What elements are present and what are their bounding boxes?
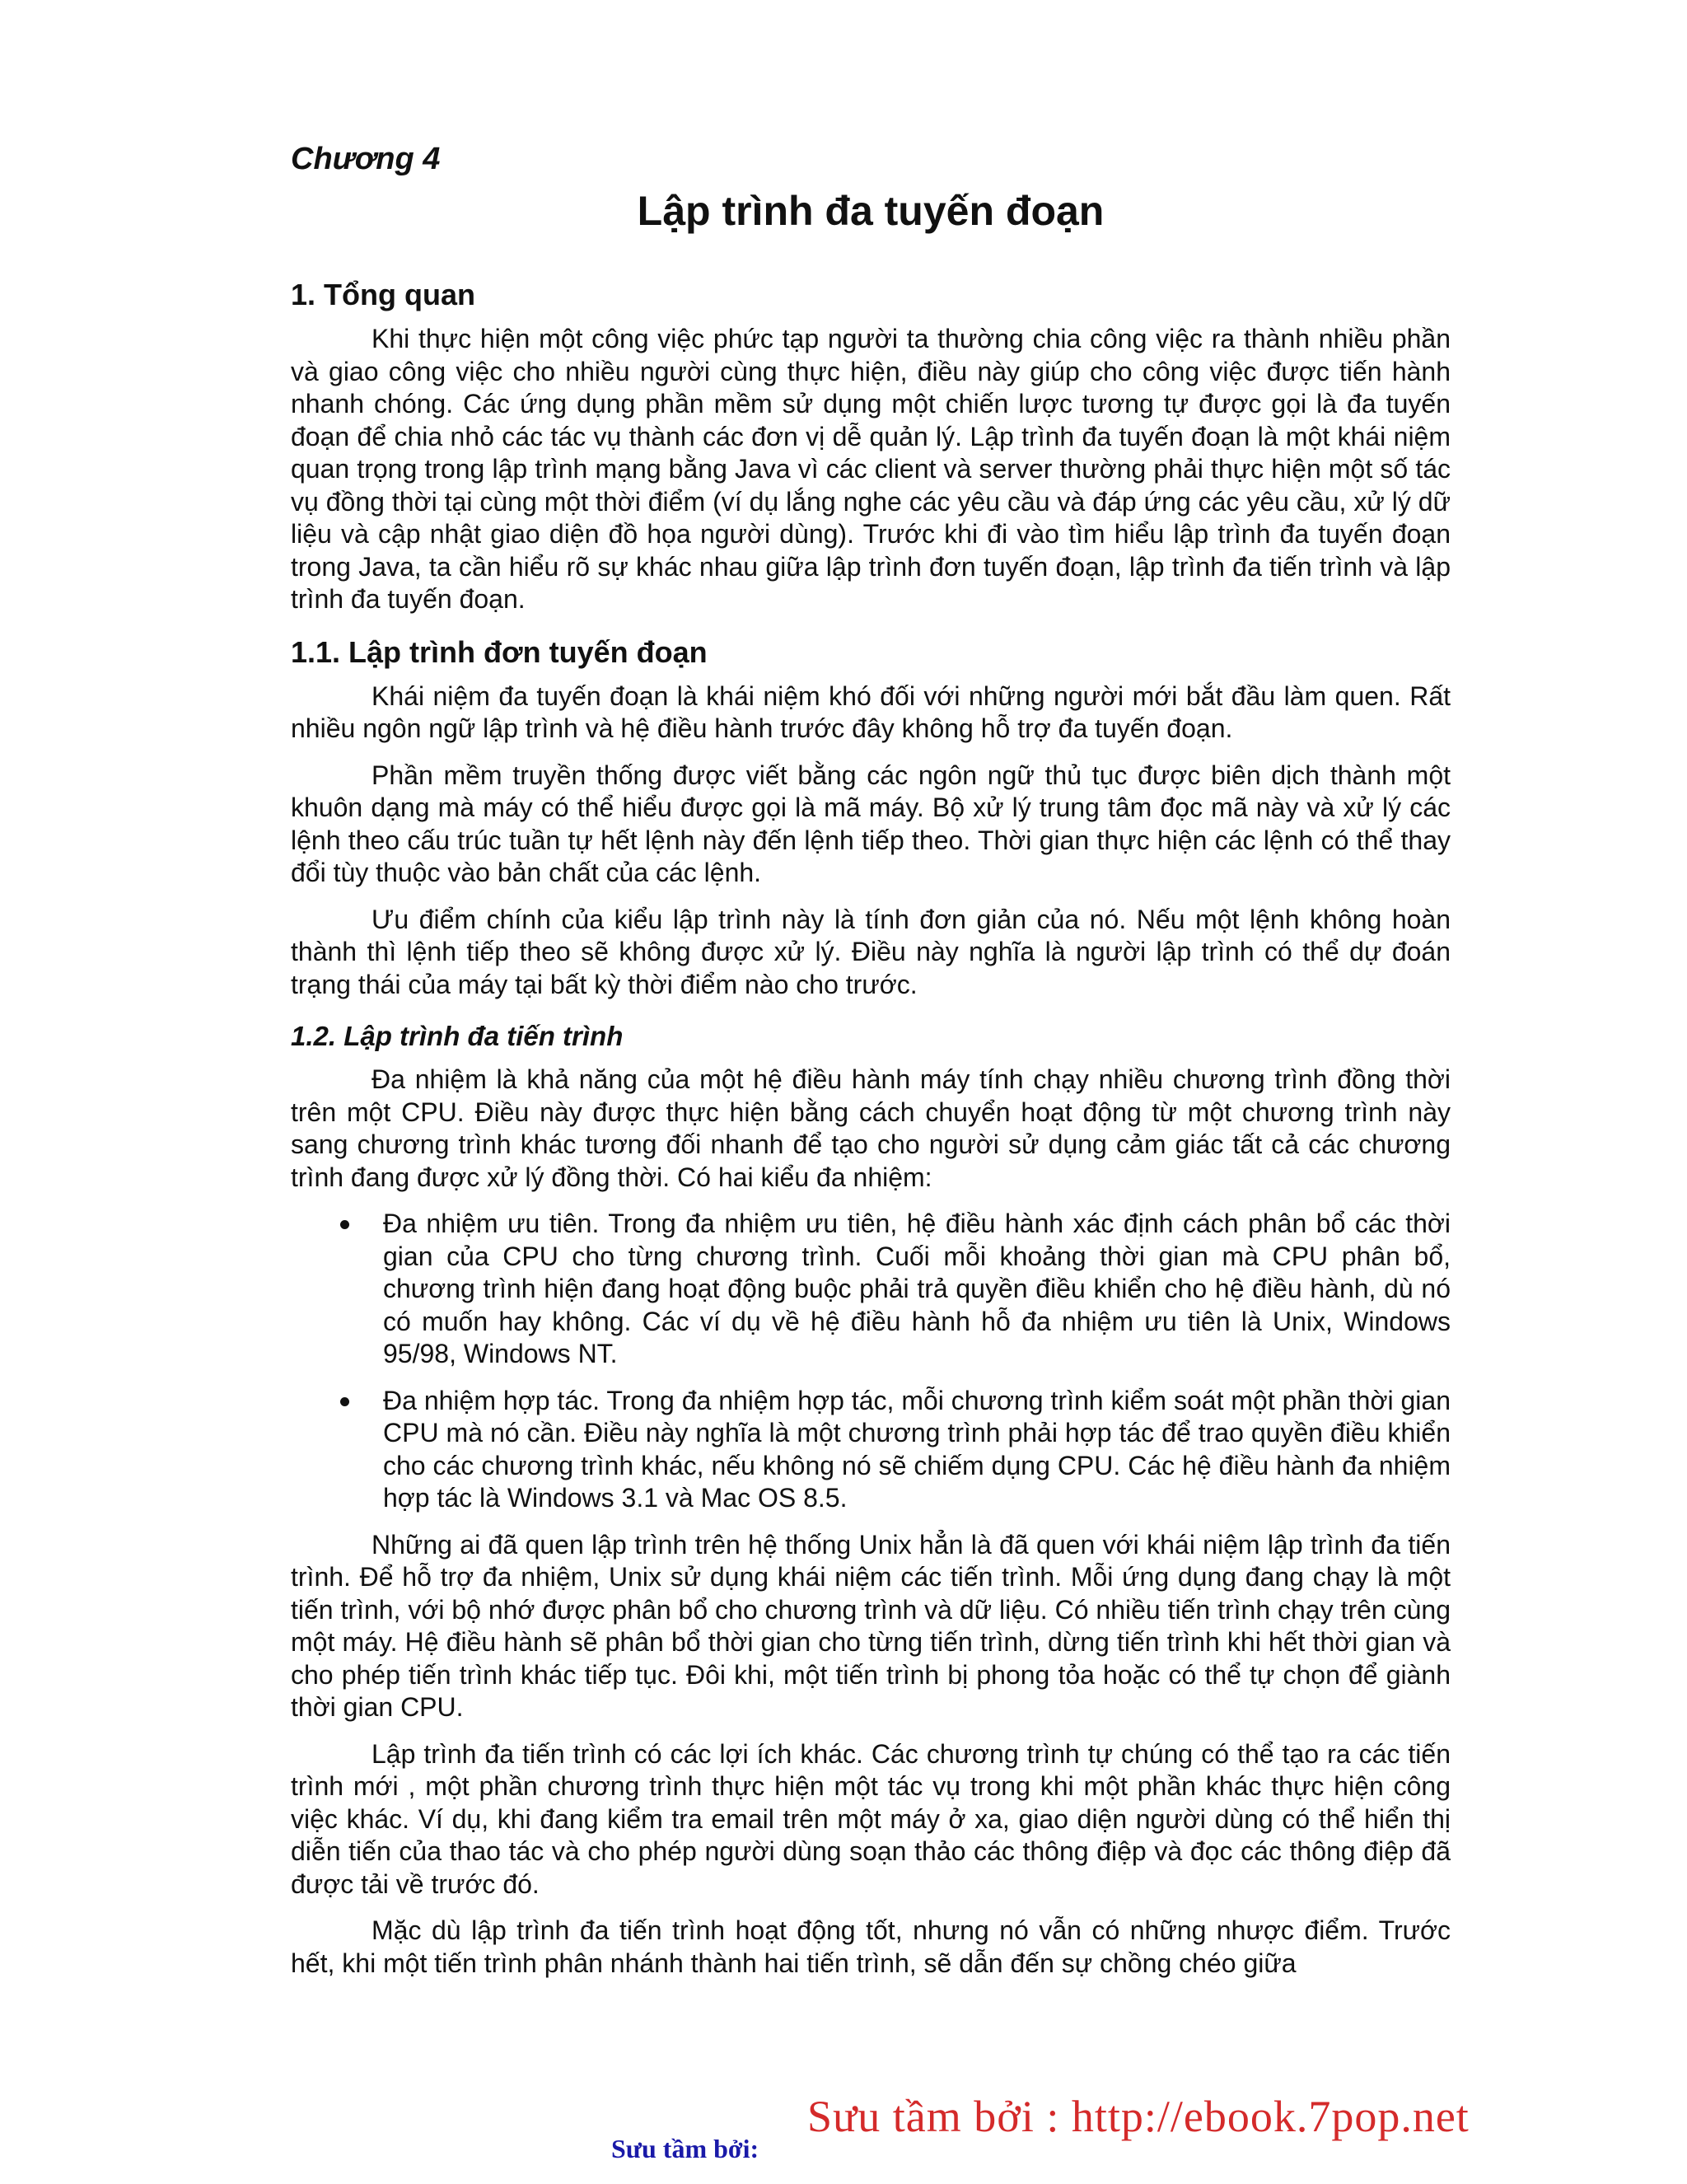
- footer-label: Sưu tầm bởi:: [611, 2134, 759, 2163]
- page-content: [291, 140, 1451, 1994]
- bullet-icon: [340, 1397, 349, 1406]
- bullet-icon: [340, 1220, 349, 1229]
- section-heading-single-thread: 1.1. Lập trình đơn tuyến đoạn: [291, 634, 708, 669]
- chapter-label: Chương 4: [291, 142, 441, 176]
- list-item: [291, 1208, 1451, 1371]
- paragraph: Khi thực hiện một công việc phức tạp người ta thường chia công việc ra thành nhiều phần và giao công việc cho nhiều người cùng thực hiện, điều này giúp cho công việc được tiến hành nhanh chóng. Các ứng dụng phần mềm sử dụng một chiến lược tương tự được gọi là đa tuyến đoạn để chia nhỏ các tác vụ thành các đơn vị dễ quản lý. Lập trình đa tuyến đoạn là một khái niệm quan trọng trong lập trình mạng bằng Java vì các client và server thường phải thực hiện một số tác vụ đồng thời tại cùng một thời điểm (ví dụ lắng nghe các yêu cầu và đáp ứng các yêu cầu, xử lý dữ liệu và cập nhật giao diện đồ họa người dùng). Trước khi đi vào tìm hiểu lập trình đa tuyến đoạn trong Java, ta cần hiểu rõ sự khác nhau giữa lập trình đơn tuyến đoạn, lập trình đa tiến trình và lập trình đa tuyến đoạn.: [291, 324, 1451, 614]
- list-item: [291, 1385, 1451, 1515]
- paragraph: Phần mềm truyền thống được viết bằng các ngôn ngữ thủ tục được biên dịch thành một khuôn dạng mà máy có thể hiểu được gọi là mã máy. Bộ xử lý trung tâm đọc mã này và xử lý các lệnh theo cấu trúc tuần tự hết lệnh này đến lệnh tiếp theo. Thời gian thực hiện các lệnh có thể thay đổi tùy thuộc vào bản chất của các lệnh.: [291, 760, 1451, 887]
- list-item-text: Đa nhiệm ưu tiên. Trong đa nhiệm ưu tiên, hệ điều hành xác định cách phân bổ các thời gian của CPU cho từng chương trình. Cuối mỗi khoảng thời gian mà CPU phân bổ, chương trình hiện đang hoạt động buộc phải trả quyền điều khiển cho hệ điều hành, dù nó có muốn hay không. Các ví dụ về hệ điều hành hỗ đa nhiệm ưu tiên là Unix, Windows 95/98, Windows NT.: [383, 1209, 1451, 1368]
- paragraph: Đa nhiệm là khả năng của một hệ điều hành máy tính chạy nhiều chương trình đồng thời trên một CPU. Điều này được thực hiện bằng cách chuyển hoạt động từ một chương trình này sang chương trình khác tương đối nhanh để tạo cho người sử dụng cảm giác tất cả các chương trình đang được xử lý đồng thời. Có hai kiểu đa nhiệm:: [291, 1064, 1451, 1192]
- footer-watermark: Sưu tầm bởi : http://ebook.7pop.net: [807, 2092, 1470, 2141]
- paragraph: Ưu điểm chính của kiểu lập trình này là tính đơn giản của nó. Nếu một lệnh không hoàn thành thì lệnh tiếp theo sẽ không được xử lý. Điều này nghĩa là người lập trình có thể dự đoán trạng thái của máy tại bất kỳ thời điểm nào cho trước.: [291, 904, 1451, 999]
- paragraph: Lập trình đa tiến trình có các lợi ích khác. Các chương trình tự chúng có thể tạo ra các tiến trình mới , một phần chương trình thực hiện một tác vụ trong khi một phần khác thực hiện công việc khác. Ví dụ, khi đang kiểm tra email trên một máy ở xa, giao diện người dùng có thể hiển thị diễn tiến của thao tác và cho phép người dùng soạn thảo các thông điệp và đọc các thông điệp đã được tải về trước đó.: [291, 1738, 1451, 1899]
- section-heading-overview: 1. Tổng quan: [291, 278, 475, 311]
- list-item-text: Đa nhiệm hợp tác. Trong đa nhiệm hợp tác, mỗi chương trình kiểm soát một phần thời gian CPU mà nó cần. Điều này nghĩa là một chương trình phải hợp tác để trao quyền điều khiển cho các chương trình khác, nếu không nó sẽ chiếm dụng CPU. Các hệ điều hành đa nhiệm hợp tác là Windows 3.1 và Mac OS 8.5.: [383, 1385, 1451, 1513]
- section-heading-multiprocess: 1.2. Lập trình đa tiến trình: [291, 1021, 624, 1051]
- paragraph: Những ai đã quen lập trình trên hệ thống Unix hẳn là đã quen với khái niệm lập trình đa tiến trình. Để hỗ trợ đa nhiệm, Unix sử dụng khái niệm các tiến trình. Mỗi ứng dụng đang chạy là một tiến trình, với bộ nhớ được phân bổ cho chương trình và dữ liệu. Có nhiều tiến trình chạy trên cùng một máy. Hệ điều hành sẽ phân bổ thời gian cho từng tiến trình, dừng tiến trình khi hết thời gian và cho phép tiến trình khác tiếp tục. Đôi khi, một tiến trình bị phong tỏa hoặc có thể tự chọn để giành thời gian CPU.: [291, 1529, 1451, 1722]
- chapter-title: Lập trình đa tuyến đoạn: [637, 188, 1105, 234]
- bullet-list: [291, 1208, 1451, 1515]
- paragraph: Khái niệm đa tuyến đoạn là khái niệm khó đối với những người mới bắt đầu làm quen. Rất nhiều ngôn ngữ lập trình và hệ điều hành trước đây không hỗ trợ đa tuyến đoạn.: [291, 680, 1451, 743]
- paragraph: Mặc dù lập trình đa tiến trình hoạt động tốt, nhưng nó vẫn có những nhược điểm. Trước hết, khi một tiến trình phân nhánh thành hai tiến trình, sẽ dẫn đến sự chồng chéo giữa: [291, 1915, 1451, 1978]
